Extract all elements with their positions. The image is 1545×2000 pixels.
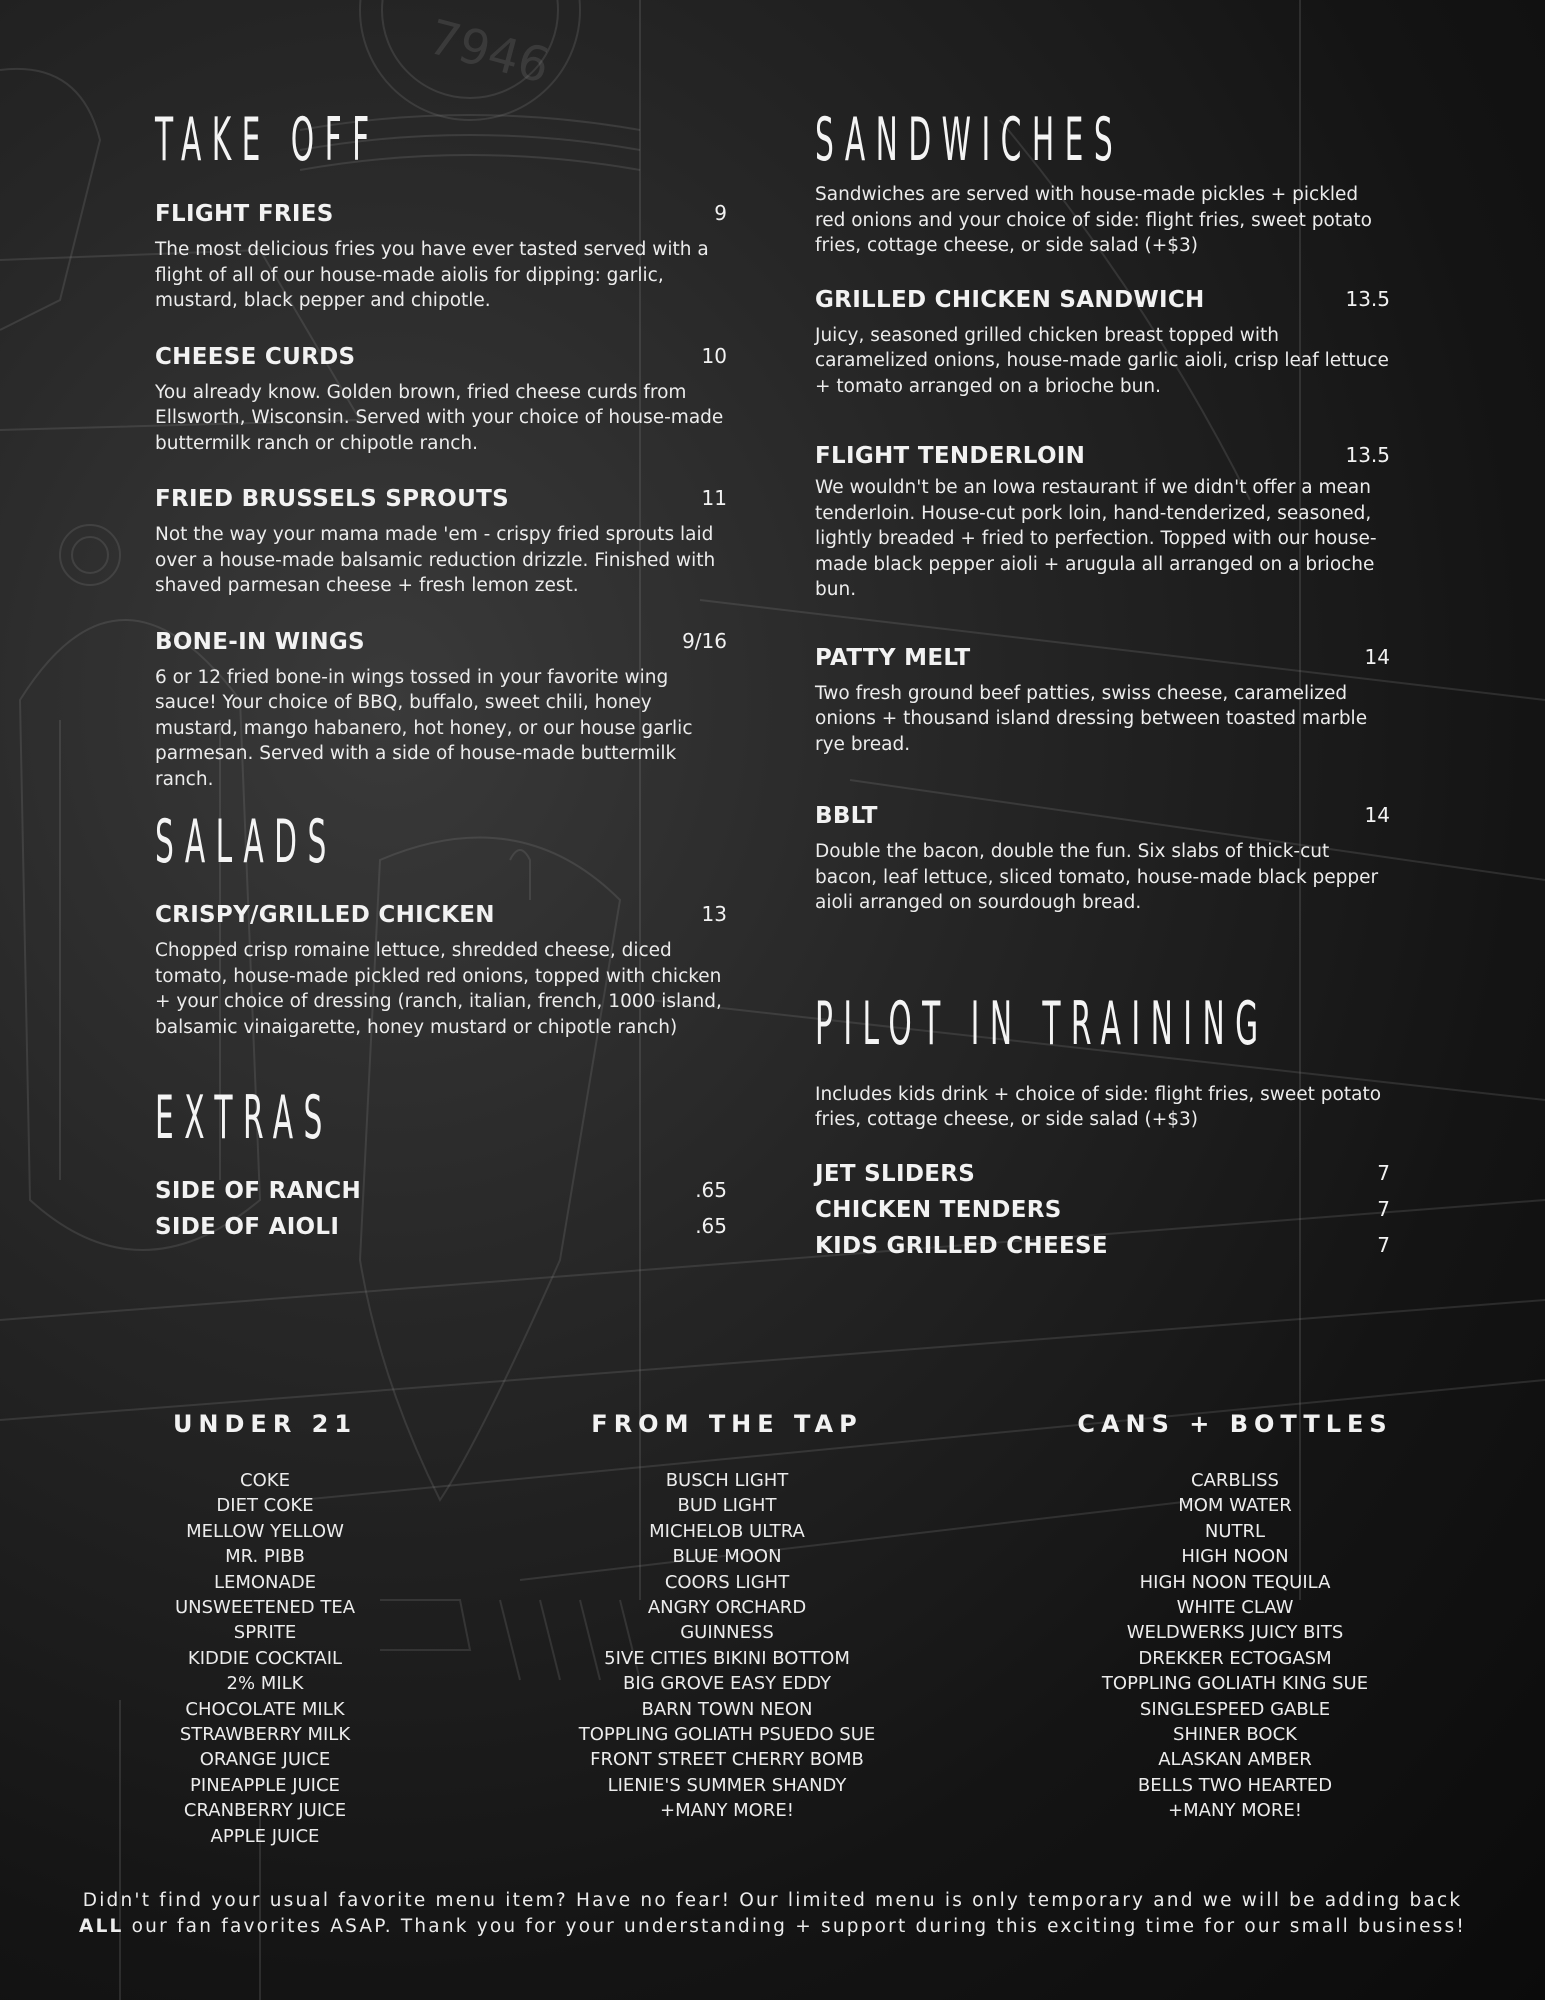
footer-note [60, 1888, 1485, 1939]
item-description: Chopped crisp romaine lettuce, shredded cheese, diced tomato, house-made pickled red onions, topped with chicken + your choice of dressing (ranch, italian, french, 1000 island, balsamic vinaigarette, honey mustard or chipotle ranch) [155, 940, 722, 1038]
drink-item: ANGRY ORCHARD [647, 1597, 807, 1619]
stamp-text: 7946 [422, 9, 556, 95]
drink-item: BARN TOWN NEON [641, 1698, 813, 1720]
section-title-take-off: TAKE OFF [155, 105, 380, 175]
item-name: JET SLIDERS [815, 1160, 976, 1187]
drink-item: GUINNESS [680, 1622, 774, 1644]
menu-item [155, 344, 735, 457]
item-name: KIDS GRILLED CHEESE [815, 1232, 1108, 1259]
drink-item: MICHELOB ULTRA [649, 1520, 805, 1542]
drink-item: COKE [240, 1470, 290, 1491]
extras-section [155, 1083, 735, 1240]
item-price: 13.5 [1345, 286, 1390, 311]
item-name: CRISPY/GRILLED CHICKEN [155, 902, 495, 928]
salads-section [155, 807, 735, 1040]
drink-item: BUD LIGHT [677, 1495, 777, 1517]
drink-item: KIDDIE COCKTAIL [187, 1647, 343, 1669]
item-price: 10 [701, 343, 727, 368]
item-price: 9 [714, 201, 727, 225]
item-price: .65 [695, 1214, 727, 1238]
drink-item: MELLOW YELLOW [186, 1520, 344, 1542]
menu-item [155, 486, 735, 599]
drink-item: +MANY MORE! [1168, 1800, 1302, 1822]
drink-item: HIGH NOON TEQUILA [1139, 1571, 1331, 1593]
under-21-drinks [55, 1410, 475, 1849]
drink-item: HIGH NOON [1181, 1546, 1289, 1568]
pilot-note: Includes kids drink + choice of side: flight fries, sweet potato fries, cottage cheese, or side salad (+$3) [815, 1083, 1382, 1130]
item-name: CHICKEN TENDERS [815, 1196, 1062, 1223]
item-description: Double the bacon, double the fun. Six slabs of thick-cut bacon, leaf lettuce, sliced tomato, house-made black pepper aioli arranged on sourdough bread. [815, 841, 1379, 913]
item-name: FLIGHT TENDERLOIN [815, 443, 1086, 469]
menu-item [815, 1161, 1390, 1187]
menu-item [155, 1178, 735, 1204]
drink-item: ALASKAN AMBER [1158, 1749, 1312, 1771]
sandwiches-note: Sandwiches are served with house-made pickles + pickled red onions and your choice of side: flight fries, sweet potato fries, cottage cheese, or side salad (+$3) [815, 184, 1372, 256]
drink-item: LEMONADE [213, 1571, 317, 1593]
menu-item [815, 443, 1390, 603]
item-price: 7 [1377, 1232, 1390, 1257]
item-price: 14 [1364, 644, 1390, 669]
menu-item [815, 645, 1390, 758]
drink-item: LIENIE'S SUMMER SHANDY [607, 1774, 847, 1796]
item-price: 7 [1377, 1160, 1390, 1185]
item-name: BBLT [815, 803, 878, 829]
drinks-list-under-21 [55, 1468, 475, 1849]
drink-item: ORANGE JUICE [199, 1749, 331, 1771]
drink-item: DIET COKE [216, 1495, 314, 1517]
item-name: GRILLED CHICKEN SANDWICH [815, 286, 1205, 313]
drinks-title-cans-bottles: CANS + BOTTLES [1077, 1410, 1393, 1438]
drink-item: BELLS TWO HEARTED [1137, 1774, 1333, 1796]
drink-item: SHINER BOCK [1173, 1724, 1297, 1746]
item-description: The most delicious fries you have ever tasted served with a flight of all of our house-made aiolis for dipping: garlic, mustard, black pepper and chipotle. [155, 239, 709, 311]
drink-item: +MANY MORE! [660, 1800, 794, 1822]
drink-item: CARBLISS [1191, 1470, 1279, 1491]
drink-item: MR. PIBB [225, 1546, 305, 1568]
menu-item [155, 1214, 735, 1240]
drink-item: NUTRL [1204, 1520, 1266, 1542]
item-description: You already know. Golden brown, fried cheese curds from Ellsworth, Wisconsin. Served with your choice of house-made buttermilk ranch or chipotle ranch. [155, 381, 724, 454]
drink-item: MOM WATER [1178, 1495, 1292, 1517]
footer-line-1: Didn't find your usual favorite menu item? Have no fear! Our limited menu is only temporary and we will be adding back [82, 1890, 1463, 1911]
item-price: 9/16 [682, 628, 727, 653]
item-price: 14 [1364, 803, 1390, 827]
item-price: 11 [701, 486, 727, 510]
item-description: Two fresh ground beef patties, swiss cheese, caramelized onions + thousand island dressing between toasted marble rye bread. [815, 682, 1368, 755]
drink-item: SINGLESPEED GABLE [1139, 1698, 1331, 1720]
drinks-title-tap: FROM THE TAP [591, 1410, 863, 1438]
item-name: CHEESE CURDS [155, 343, 356, 370]
menu-item [155, 902, 735, 1040]
drink-item: UNSWEETENED TEA [174, 1597, 356, 1619]
tap-drinks [517, 1410, 937, 1824]
menu-item [815, 1233, 1390, 1259]
drink-item: FRONT STREET CHERRY BOMB [590, 1749, 864, 1771]
drinks-title-under-21: UNDER 21 [172, 1410, 358, 1438]
left-column [155, 105, 735, 1240]
cans-bottles-drinks [1025, 1410, 1445, 1824]
item-description: Not the way your mama made 'em - crispy fried sprouts laid over a house-made balsamic reduction drizzle. Finished with shaved parmesan cheese + fresh lemon zest. [155, 524, 716, 596]
footer-bold-word: ALL [79, 1915, 124, 1937]
footer-line-2 [60, 1914, 1485, 1940]
item-description: We wouldn't be an Iowa restaurant if we didn't offer a mean tenderloin. House-cut pork loin, hand-tenderized, seasoned, lightly breaded + fried to perfection. Topped with our house-made black pepper aioli + arugula all arranged on a brioche bun. [815, 477, 1377, 600]
item-name: SIDE OF RANCH [155, 1178, 361, 1204]
item-name: SIDE OF AIOLI [155, 1214, 340, 1240]
item-price: 7 [1377, 1196, 1390, 1221]
menu-item [155, 629, 735, 793]
section-title-extras: EXTRAS [155, 1083, 333, 1153]
drinks-list-tap [517, 1468, 937, 1824]
item-name: PATTY MELT [815, 644, 971, 671]
drink-item: DREKKER ECTOGASM [1138, 1647, 1332, 1669]
item-name: BONE-IN WINGS [155, 628, 365, 655]
pilot-in-training-section [815, 988, 1390, 1259]
menu-item [815, 1197, 1390, 1223]
item-name: FLIGHT FRIES [155, 201, 334, 227]
section-title-salads: SALADS [155, 807, 337, 877]
drink-item: CHOCOLATE MILK [185, 1698, 345, 1720]
drink-item: STRAWBERRY MILK [179, 1724, 351, 1746]
drink-item: WHITE CLAW [1176, 1597, 1294, 1619]
drink-item: BUSCH LIGHT [665, 1470, 789, 1491]
menu-item [815, 287, 1390, 400]
drink-item: PINEAPPLE JUICE [190, 1774, 340, 1796]
item-description: 6 or 12 fried bone-in wings tossed in your favorite wing sauce! Your choice of BBQ, buffalo, sweet chili, honey mustard, mango habanero, hot honey, or our house garlic parmesan. Served with a side of house-made buttermilk ranch. [155, 666, 693, 790]
menu-item [155, 201, 735, 314]
drinks-list-cans-bottles [1025, 1468, 1445, 1824]
footer-line-2-text: our fan favorites ASAP. Thank you for your understanding + support during this exciting time for our small business! [131, 1915, 1466, 1937]
drink-item: 2% MILK [226, 1673, 304, 1695]
take-off-section [155, 105, 735, 792]
drink-item: TOPPLING GOLIATH KING SUE [1101, 1673, 1369, 1695]
section-title-pilot-in-training: PILOT IN TRAINING [815, 988, 1269, 1059]
section-title-sandwiches: SANDWICHES [815, 105, 1124, 175]
item-name: FRIED BRUSSELS SPROUTS [155, 486, 509, 512]
drink-item: 5IVE CITIES BIKINI BOTTOM [604, 1647, 850, 1669]
menu-item [815, 803, 1390, 916]
drink-item: COORS LIGHT [664, 1571, 790, 1593]
drink-item: CRANBERRY JUICE [183, 1800, 347, 1822]
item-price: 13 [701, 902, 727, 926]
item-price: .65 [695, 1178, 727, 1202]
right-column [815, 105, 1390, 1259]
drink-item: BLUE MOON [672, 1546, 782, 1568]
drink-item: APPLE JUICE [210, 1825, 320, 1847]
item-price: 13.5 [1345, 443, 1390, 467]
drink-item: BIG GROVE EASY EDDY [623, 1673, 831, 1695]
drink-item: TOPPLING GOLIATH PSUEDO SUE [578, 1724, 876, 1746]
item-description: Juicy, seasoned grilled chicken breast topped with caramelized onions, house-made garlic aioli, crisp leaf lettuce + tomato arranged on a brioche bun. [815, 324, 1389, 397]
drink-item: WELDWERKS JUICY BITS [1126, 1622, 1344, 1644]
sandwiches-section [815, 105, 1390, 916]
drink-item: SPRITE [233, 1622, 297, 1644]
